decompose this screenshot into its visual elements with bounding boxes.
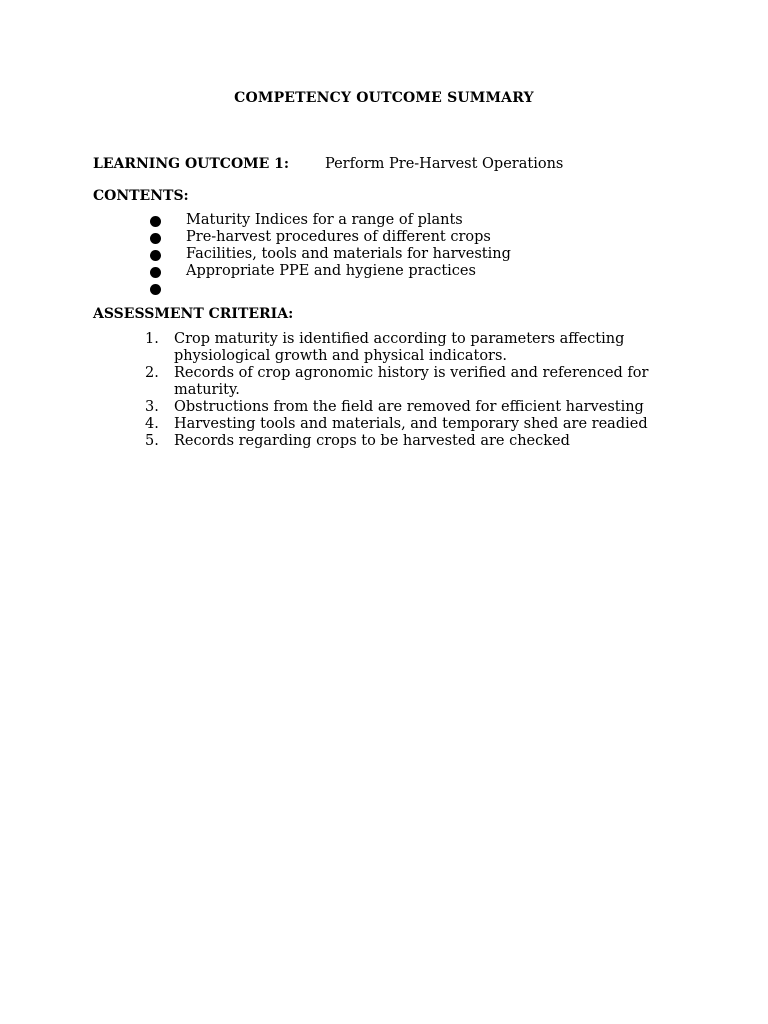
list-item: [150, 246, 511, 263]
list-item-text: Maturity Indices for a range of plants: [186, 212, 463, 228]
bullet-icon: [150, 267, 161, 278]
learning-outcome-value: Perform Pre-Harvest Operations: [325, 156, 564, 172]
contents-heading: CONTENTS:: [93, 188, 189, 204]
criteria-item: [145, 365, 685, 399]
list-item-text: Pre-harvest procedures of different crops: [186, 229, 491, 245]
list-item-text: Appropriate PPE and hygiene practices: [186, 263, 476, 279]
criteria-text: Records regarding crops to be harvested are checked: [174, 433, 570, 449]
criteria-number: 1.: [145, 331, 159, 347]
bullet-icon: [150, 284, 161, 295]
criteria-text: Harvesting tools and materials, and temporary shed are readied: [174, 416, 648, 432]
criteria-item: [145, 433, 685, 450]
criteria-text: Obstructions from the field are removed for efficient harvesting: [174, 399, 644, 415]
criteria-item: [145, 331, 685, 365]
list-item: [150, 212, 511, 229]
criteria-number: 3.: [145, 399, 159, 415]
bullet-icon: [150, 233, 161, 244]
criteria-item: [145, 399, 685, 416]
assessment-criteria-heading: ASSESSMENT CRITERIA:: [93, 306, 294, 322]
assessment-criteria-list: [145, 331, 685, 450]
criteria-text: Crop maturity is identified according to parameters affecting physiological growth and physical indicators.: [174, 331, 625, 364]
list-item: [150, 229, 511, 246]
criteria-number: 4.: [145, 416, 159, 432]
list-item: [150, 280, 511, 297]
criteria-text: Records of crop agronomic history is verified and referenced for maturity.: [174, 365, 649, 398]
criteria-item: [145, 416, 685, 433]
bullet-icon: [150, 250, 161, 261]
criteria-number: 5.: [145, 433, 159, 449]
list-item: [150, 263, 511, 280]
document-title: COMPETENCY OUTCOME SUMMARY: [234, 90, 534, 106]
list-item-text: Facilities, tools and materials for harvesting: [186, 246, 511, 262]
contents-list: [150, 212, 511, 297]
bullet-icon: [150, 216, 161, 227]
learning-outcome-label: LEARNING OUTCOME 1:: [93, 156, 290, 172]
criteria-number: 2.: [145, 365, 159, 381]
